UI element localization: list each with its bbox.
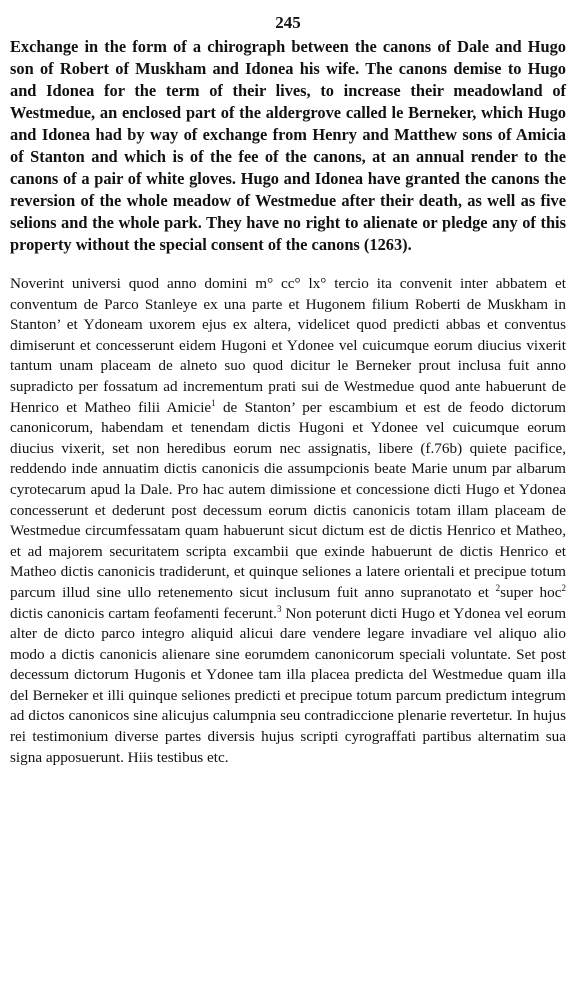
charter-text-part: dictis canonicis cartam feofamenti fecerunt.: [10, 604, 277, 622]
footnote-ref: 1: [211, 397, 216, 408]
charter-text: [10, 274, 566, 768]
footnote-ref: 2: [495, 582, 501, 593]
footnote-ref: 2: [561, 582, 566, 593]
page-number: 245: [275, 13, 301, 32]
charter-text-part: Noverint universi quod anno domini m° cc° lx° tercio ita convenit inter abbatem et conventum de Parco Stanleye ex una parte et Hugonem filium Roberti de Muskham in Stanton’ et Ydoneam uxorem ejus ex altera, videlicet quod predicti abbas et conventus dimiserunt et concesserunt eidem Hugoni et Ydonee vel cuicumque eorum diucius vixerit tantum unam placeam de alneto suo quod dicitur le Berneker prout inclusa fuit anno supradicto per fossatum ad incrementum prati sui de Westmedue quod ante habuerunt de Henrico et Matheo filii Amicie: [10, 275, 566, 416]
charter-text-part: Non poterunt dicti Hugo et Ydonea vel eorum alter de dicto parco integro aliquid alicui dare vendere legare invadiare vel aliquo alio modo a dictis canonicis alienare sine eorumdem canonicorum speciali voluntate. Set post decessum dictorum Hugonis et Ydonee tam illa placea predicta del Westmedue quam illa del Berneker et illi quinque seliones predicti et precipue totum parcum predictum integrum ad dictos canonicos sine alicujus calumpnia seu contradiccione plenarie revertetur. In hujus rei testimonium diverse partes diversis hujus scripti cyrograffati partibus alternatim sua signa apposuerunt. Hiis testibus etc.: [10, 604, 567, 766]
charter-text-part: super hoc: [500, 583, 562, 601]
charter-text-part: de Stanton’ per escambium et est de feodo dictorum canonicorum, habendam et tenendam dictis Hugoni et Ydonee vel cuicumque eorum diucius vixerit, set non heredibus eorum nec assignatis, libere (f.76b) quiete pacifice, reddendo inde annuatim dictis canonicis die assumpcionis beate Marie unum par albarum cyrotecarum apud la Dale. Pro hac autem dimissione et concessione dicti Hugo et Ydonea concesserunt et dederunt post decessum eorum dictis canonicis totam illam placeam de Westmedue circumfessatam quam habuerunt sicut dictum est de dictis Henrico et Matheo, et ad majorem securitatem scripta excambii que exinde habuerunt de dictis Henrico et Matheo dictis canonicis tradiderunt, et quinque seliones a latere orientali et precipue totum parcum illud sine ullo retenemento sicut inclusum fuit anno supranotato et: [10, 398, 566, 601]
summary-paragraph: Exchange in the form of a chirograph between the canons of Dale and Hugo son of Robert of Muskham and Idonea his wife. The canons demise to Hugo and Idonea for the term of their lives, to increase their meadowland of Westmedue, an enclosed part of the aldergrove called le Berneker, which Hugo and Idonea had by way of exchange from Henry and Matthew sons of Amicia of Stanton and which is of the fee of the canons, at an annual render to the canons of a pair of white gloves. Hugo and Idonea have granted the canons the reversion of the whole meadow of Westmedue after their death, as well as five selions and the whole park. They have no right to alienate or pledge any of this property without the special consent of the canons (1263).: [10, 37, 566, 254]
footnote-ref: 3: [276, 603, 282, 614]
